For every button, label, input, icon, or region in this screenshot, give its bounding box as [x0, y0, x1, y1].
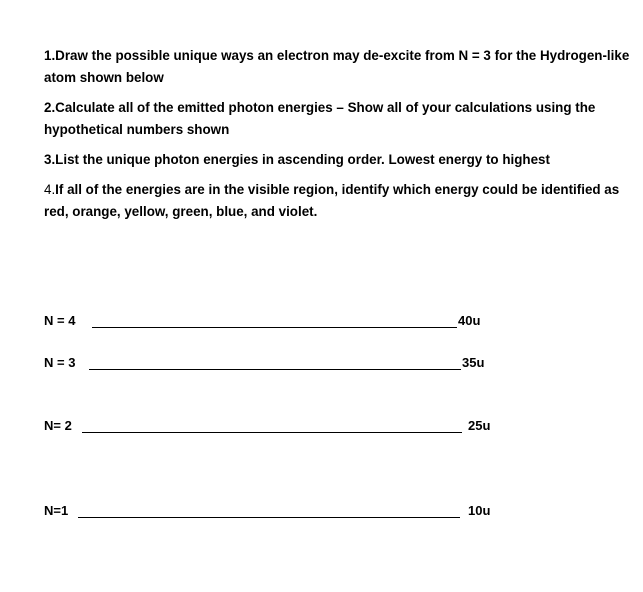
energy-level-n3 [44, 355, 494, 375]
instruction-3 [44, 149, 634, 171]
level-line [89, 369, 461, 370]
instruction-text: List the unique photon energies in ascending order. Lowest energy to highest [55, 152, 550, 167]
instruction-2 [44, 97, 634, 141]
energy-level-n1 [44, 503, 504, 523]
instruction-4 [44, 179, 634, 223]
energy-level-n2 [44, 418, 504, 438]
level-energy: 25u [468, 418, 491, 433]
instruction-number: 3. [44, 152, 56, 167]
level-label: N= 2 [44, 418, 72, 433]
level-line [92, 327, 457, 328]
instructions-list [44, 45, 634, 231]
instruction-text: If all of the energies are in the visible region, identify which energy could be identified as red, orange, yellow, green, blue, and violet. [44, 182, 620, 219]
instruction-text: Calculate all of the emitted photon energies – Show all of your calculations using the hypothetical numbers shown [44, 100, 596, 137]
instruction-1 [44, 45, 634, 89]
level-energy: 40u [458, 313, 481, 328]
level-label: N = 4 [44, 313, 76, 328]
energy-level-n4 [44, 313, 494, 333]
instruction-number: 2. [44, 100, 56, 115]
level-energy: 35u [462, 355, 485, 370]
level-energy: 10u [468, 503, 491, 518]
level-label: N = 3 [44, 355, 76, 370]
instruction-number: 4. [44, 182, 56, 197]
level-line [78, 517, 460, 518]
instruction-number: 1. [44, 48, 56, 63]
level-line [82, 432, 462, 433]
instruction-text: Draw the possible unique ways an electron may de-excite from N = 3 for the Hydrogen-like atom shown below [44, 48, 630, 85]
level-label: N=1 [44, 503, 69, 518]
